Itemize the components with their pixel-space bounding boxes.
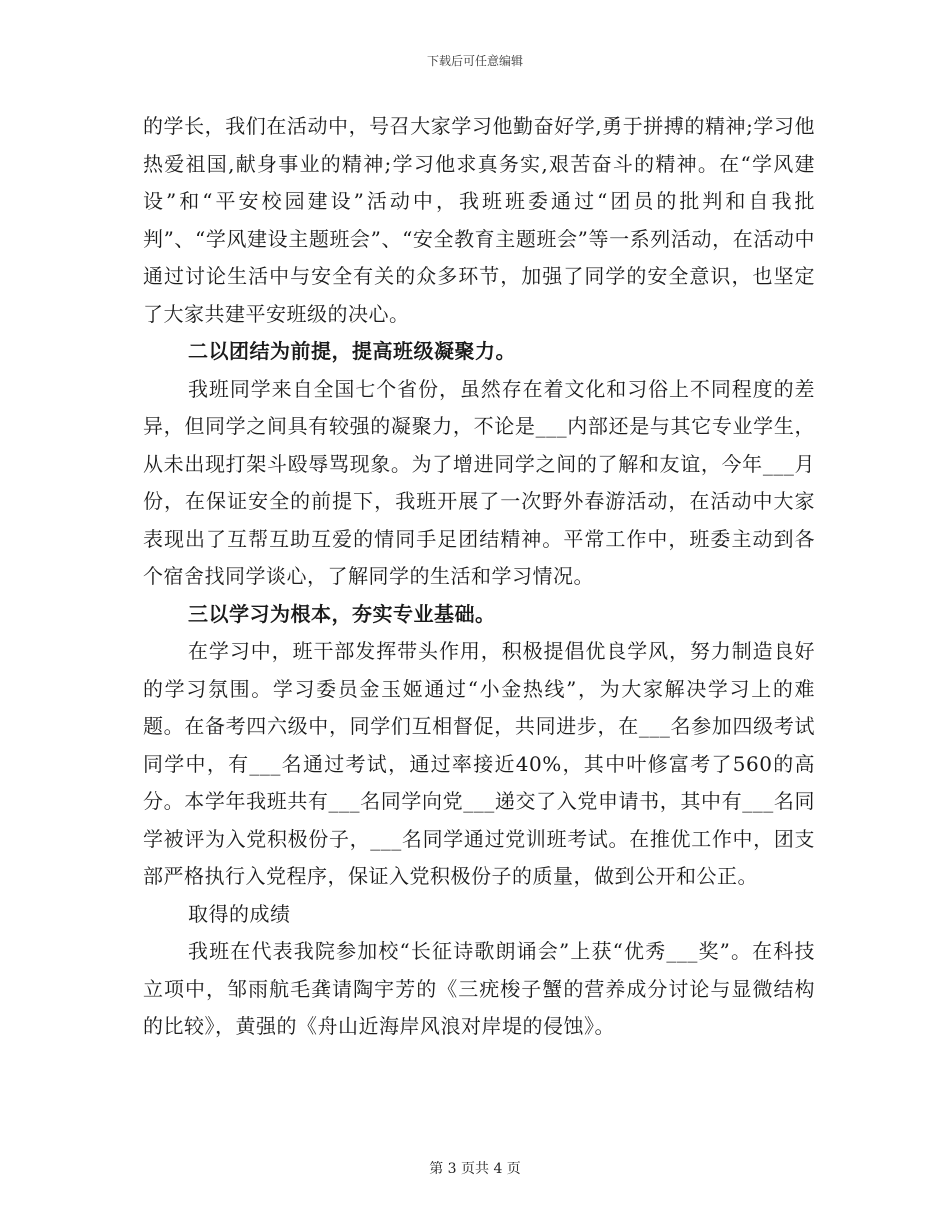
paragraph-3: 在学习中，班干部发挥带头作用，积极提倡优良学风，努力制造良好的学习氛围。学习委员金玉姬通过“小金热线”，为大家解决学习上的难题。在备考四六级中，同学们互相督促，共同进步，在___名参加四级考试同学中，有___名通过考试，通过率接近40%，其中叶修富考了560的高分。本学年我班共有___名同学向党___递交了入党申请书，其中有___名同学被评为入党积极份子，___名同学通过党训班考试。在推优工作中，团支部严格执行入党程序，保证入党积极份子的质量，做到公开和公正。: [143, 639, 815, 888]
paragraph-2: 我班同学来自全国七个省份，虽然存在着文化和习俗上不同程度的差异，但同学之间具有较强的凝聚力，不论是___内部还是与其它专业学生，从未出现打架斗殴辱骂现象。为了增进同学之间的了解和友谊，今年___月份，在保证安全的前提下，我班开展了一次野外春游活动，在活动中大家表现出了互帮互助互爱的情同手足团结精神。平常工作中，班委主动到各个宿舍找同学谈心，了解同学的生活和学习情况。: [143, 376, 815, 588]
page-footer: 第 3 页共 4 页: [429, 1161, 521, 1177]
paragraph-1: 的学长，我们在活动中，号召大家学习他勤奋好学,勇于拼搏的精神;学习他热爱祖国,献身事业的精神;学习他求真务实,艰苦奋斗的精神。在“学风建设”和“平安校园建设”活动中，我班班委通过“团员的批判和自我批判”、“学风建设主题班会”、“安全教育主题班会”等一系列活动，在活动中通过讨论生活中与安全有关的众多环节，加强了同学的安全意识，也坚定了大家共建平安班级的决心。: [143, 114, 815, 326]
page-header: 下载后可任意编辑: [426, 54, 523, 68]
section-heading-2: 二以团结为前提，提高班级凝聚力。: [188, 339, 516, 363]
section-heading-3: 三以学习为根本，夯实专业基础。: [188, 601, 496, 626]
paragraph-5: 我班在代表我院参加校“长征诗歌朗诵会”上获“优秀___奖”。在科技立项中，邹雨航毛龚请陶宇芳的《三疣梭子蟹的营养成分讨论与显微结构的比较》，黄强的《舟山近海岸风浪对岸堤的侵蚀》。: [143, 939, 815, 1038]
document-body: [143, 108, 815, 1046]
paragraph-achievements-title: 取得的成绩: [188, 901, 291, 926]
